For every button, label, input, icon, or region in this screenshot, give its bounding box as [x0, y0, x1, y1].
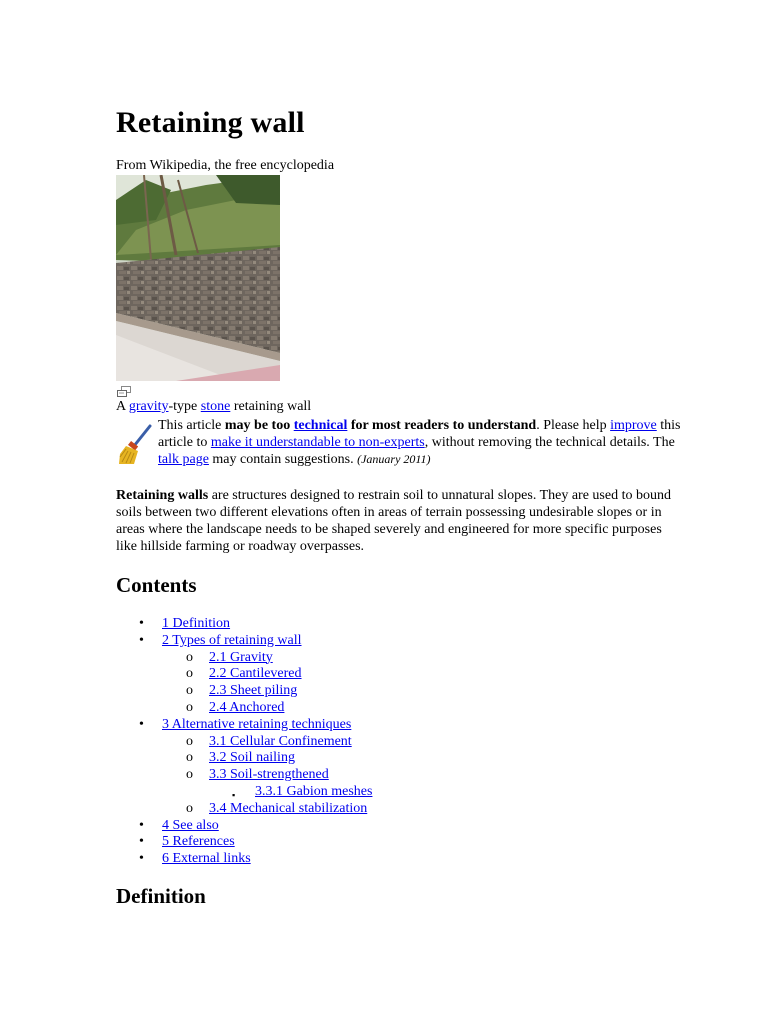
- intro-bold-term: Retaining walls: [116, 488, 209, 503]
- stone-link[interactable]: stone: [200, 399, 231, 414]
- talk-page-link[interactable]: talk page: [158, 452, 209, 467]
- notice-bold: [225, 418, 536, 433]
- toc-link[interactable]: 3.3.1 Gabion meshes: [255, 784, 373, 799]
- tagline: From Wikipedia, the free encyclopedia: [116, 158, 335, 173]
- intro-paragraph: [116, 487, 682, 555]
- toc-bullet: •: [139, 616, 144, 631]
- toc-link[interactable]: 3.1 Cellular Confinement: [209, 733, 352, 749]
- toc-bullet: o: [186, 649, 193, 665]
- image-caption: [116, 398, 311, 416]
- non-experts-link[interactable]: make it understandable to non-experts: [210, 435, 425, 450]
- magnify-clip-icon[interactable]: [116, 386, 132, 398]
- toc-link[interactable]: 2.2 Cantilevered: [209, 666, 302, 682]
- notice-text: may contain suggestions.: [208, 452, 358, 467]
- page-title: Retaining wall: [116, 106, 305, 139]
- table-of-contents: [0, 614, 768, 874]
- toc-link[interactable]: 6 External links: [162, 851, 251, 867]
- toc-bullet: ▪: [232, 790, 236, 800]
- toc-link[interactable]: 3.3 Soil-strengthened: [209, 767, 329, 783]
- contents-heading: Contents: [116, 573, 197, 597]
- toc-link[interactable]: 2 Types of retaining wall: [162, 632, 302, 648]
- toc-bullet: •: [139, 716, 144, 732]
- caption-text: A: [116, 399, 129, 414]
- toc-bullet: •: [139, 817, 144, 833]
- definition-heading: Definition: [116, 884, 206, 908]
- toc-bullet: o: [186, 683, 193, 699]
- improve-link[interactable]: improve: [610, 418, 657, 433]
- toc-bullet: o: [186, 750, 193, 766]
- cleanup-notice: [158, 417, 694, 468]
- notice-text: this article to: [158, 418, 681, 450]
- toc-bullet: •: [139, 834, 144, 850]
- notice-text: , without removing the technical details. The: [424, 435, 675, 450]
- retaining-wall-photo[interactable]: [116, 175, 280, 381]
- intro-text: are structures designed to restrain soil to unnatural slopes. They are used to bound soils between two different elevations often in areas of terrain possessing undesirable slopes or in areas where the landscape needs to be shaped severely and engineered for more specific purposes like hillside farming or roadway overpasses.: [116, 488, 671, 554]
- toc-link[interactable]: 1 Definition: [162, 616, 231, 631]
- toc-link[interactable]: 3.4 Mechanical stabilization: [209, 800, 368, 816]
- toc-link[interactable]: 2.4 Anchored: [209, 700, 285, 715]
- caption-text: -type: [168, 399, 201, 414]
- toc-bullet: •: [139, 851, 144, 867]
- notice-date: (January 2011): [357, 452, 431, 466]
- toc-bullet: •: [139, 632, 144, 648]
- toc-bullet: o: [186, 700, 193, 715]
- toc-link[interactable]: 5 References: [162, 834, 235, 850]
- toc-link[interactable]: 2.3 Sheet piling: [209, 683, 298, 699]
- broom-icon: [117, 424, 153, 466]
- toc-link[interactable]: 4 See also: [162, 817, 219, 833]
- notice-bold-text: for most readers to understand: [347, 418, 537, 433]
- toc-bullet: o: [186, 733, 193, 749]
- caption-text: retaining wall: [230, 399, 312, 414]
- notice-text: This article: [158, 418, 225, 433]
- toc-bullet: o: [186, 767, 193, 783]
- notice-text: . Please help: [536, 418, 611, 433]
- toc-link[interactable]: 3 Alternative retaining techniques: [162, 716, 352, 732]
- toc-bullet: o: [186, 666, 193, 682]
- gravity-link[interactable]: gravity: [128, 399, 169, 414]
- technical-link[interactable]: technical: [293, 418, 348, 433]
- toc-bullet: o: [186, 800, 193, 816]
- toc-link[interactable]: 2.1 Gravity: [209, 649, 273, 665]
- notice-bold-text: may be too: [224, 418, 294, 433]
- toc-link[interactable]: 3.2 Soil nailing: [209, 750, 295, 766]
